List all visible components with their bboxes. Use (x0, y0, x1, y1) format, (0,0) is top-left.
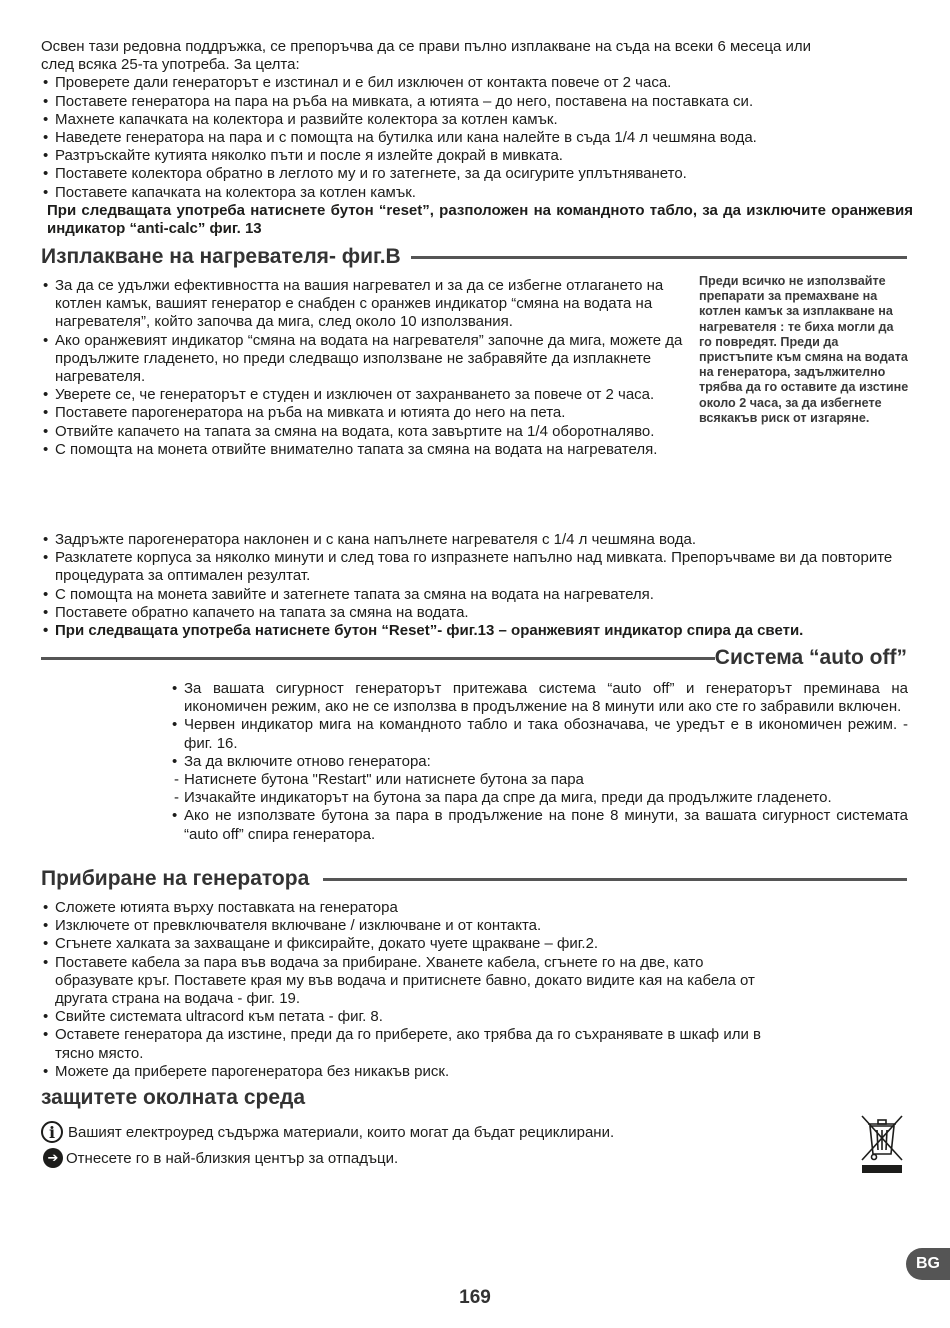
disposal-text: Отнесете го в най-близкия център за отпадъци. (66, 1149, 399, 1167)
warning-sidebar: Преди всичко не използвайте препарати за премахване на котлен камък за изплакване на нагревателя : те биха могли да го повредят. Преди да пристъпите към смяна на водата на генератора, задължително трябва да го оставите да изстине около 2 часа, за да избегнете всякакъв риск от изгаряне. (699, 274, 909, 425)
list-item: • Ако не използвате бутона за пара в продължение на поне 8 минути, за вашата сигурност системата “auto off” спира генератора. (170, 807, 908, 843)
list-item: • С помощта на монета отвийте внимателно тапата за смяна на водата на нагревателя. (41, 441, 701, 459)
list-item: • Свийте системата ultracord към петата - фиг. 8. (41, 1008, 786, 1026)
intro-list (41, 74, 913, 201)
heading-rule (41, 657, 715, 660)
list-item: • Задръжте парогенератора наклонен и с кана напълнете нагревателя с 1/4 л чешмяна вода. (41, 531, 907, 549)
section-heading-storage (41, 867, 907, 891)
list-item: • Поставете обратно капачето на тапата за смяна на водата. (41, 604, 907, 622)
list-item: • Разклатете корпуса за няколко минути и след това го изпразнете напълно над мивката. Препоръчваме ви да повторите процедурата за оптимален резултат. (41, 549, 907, 585)
heading-rule (411, 256, 907, 259)
list-item-reset: • При следващата употреба натиснете бутон “Reset”- фиг.13 – оранжевият индикатор спира да свети. (41, 622, 907, 640)
list-item: • Проверете дали генераторът е изстинал и е бил изключен от контакта повече от 2 часа. (41, 74, 913, 92)
page-number: 169 (459, 1287, 491, 1308)
list-item: • Оставете генератора да изстине, преди да го приберете, ако трябва да го съхранявате в шкаф или в тясно място. (41, 1026, 786, 1062)
section-title: Изплакване на нагревателя- фиг.В (41, 245, 401, 268)
list-item: • Можете да приберете парогенератора без никакъв риск. (41, 1063, 786, 1081)
section-title: Прибиране на генератора (41, 867, 310, 890)
recycle-text: Вашият електроуред съдържа материали, които могат да бъдат рециклирани. (68, 1123, 615, 1141)
storage-steps (41, 899, 786, 1081)
auto-off-block (170, 680, 908, 844)
dash-item: - Изчакайте индикаторът на бутона за пара да спре да мига, преди да продължите гладенето. (170, 789, 908, 807)
intro-line: след всяка 25-та употреба. За целта: (41, 56, 300, 74)
list-item: • Изключете от превключвателя включване / изключване и от контакта. (41, 917, 786, 935)
section-heading-environment (41, 1086, 305, 1110)
list-item: • Сложете ютията върху поставката на генератора (41, 899, 786, 917)
list-item: • Поставете кабела за пара във водача за прибиране. Хванете кабела, сгънете го на две, като образувате кръг. Поставете края му във водача и притиснете бавно, докато видите кая на кабела от другата страна на водача - фиг. 19. (41, 954, 786, 1009)
list-item: • За вашата сигурност генераторът притежава система “auto off” и генераторът преминава на икономичен режим, ако не се използва в продължение на 8 минути или ако сте го забравили включен. (170, 680, 908, 716)
recycle-info-line (41, 1121, 614, 1143)
heading-rule (323, 878, 907, 881)
list-item: • Наведете генератора на пара и с помощта на бутилка или кана налейте в съда 1/4 л чешмяна вода. (41, 129, 913, 147)
rinse-steps-continued (41, 531, 907, 640)
list-item: • Махнете капачката на колектора и развийте колектора за котлен камък. (41, 111, 913, 129)
arrow-circle-icon: ➔ (43, 1148, 63, 1168)
reset-note: При следващата употреба натиснете бутон “reset”, разположен на командното табло, за да изключите оранжевия индикатор “anti-calc” фиг. 13 (47, 201, 913, 238)
section-heading-auto-off (41, 646, 907, 670)
list-item: • Ако оранжевият индикатор “смяна на водата на нагревателя” започне да мига, можете да продължите гладенето, но преди следващо използване не забравяйте да изплакнете нагревателя. (41, 332, 701, 387)
list-item: • За да се удължи ефективността на вашия нагревател и за да се избегне отлагането на котлен камък, вашият генератор е снабден с оранжев индикатор “смяна на водата на нагревателя”, който започва да мига, след около 10 използвания. (41, 277, 701, 332)
rinse-steps (41, 277, 701, 459)
list-item: • Разтръскайте кутията няколко пъти и после я излейте докрай в мивката. (41, 147, 913, 165)
intro-line: Освен тази редовна поддръжка, се препоръчва да се прави пълно изплакване на съда на всеки 6 месеца или (41, 38, 812, 55)
section-title: защитете околната среда (41, 1086, 306, 1109)
intro-block (41, 38, 913, 238)
list-item: • Червен индикатор мига на командното табло и така обозначава, че уредът е в икономичен режим. - фиг. 16. (170, 716, 908, 752)
list-item: • Сгънете халката за захващане и фиксирайте, докато чуете щракване – фиг.2. (41, 935, 786, 953)
language-tab: BG (906, 1248, 950, 1280)
list-item: • За да включите отново генератора: (170, 753, 908, 771)
section-heading-rinse (41, 245, 907, 269)
list-item: • Поставете парогенератора на ръба на мивката и ютията до него на пета. (41, 404, 701, 422)
list-item: • Поставете колектора обратно в леглото му и го затегнете, за да осигурите уплътняването. (41, 165, 913, 183)
list-item: • Поставете капачката на колектора за котлен камък. (41, 184, 913, 202)
list-item: • Уверете се, че генераторът е студен и изключен от захранването за повече от 2 часа. (41, 386, 701, 404)
dash-item: - Натиснете бутона "Restart" или натиснете бутона за пара (170, 771, 908, 789)
list-item: • С помощта на монета завийте и затегнете тапата за смяна на водата на нагревателя. (41, 586, 907, 604)
section-title: Система “auto off” (714, 646, 907, 669)
disposal-line (43, 1148, 398, 1168)
list-item: • Поставете генератора на пара на ръба на мивката, а ютията – до него, поставена на поставката си. (41, 93, 913, 111)
info-circle-icon: i (41, 1121, 63, 1143)
list-item: • Отвийте капачето на тапата за смяна на водата, кота завъртите на 1/4 оборотналяво. (41, 423, 701, 441)
crossed-out-bin-icon (858, 1112, 906, 1174)
